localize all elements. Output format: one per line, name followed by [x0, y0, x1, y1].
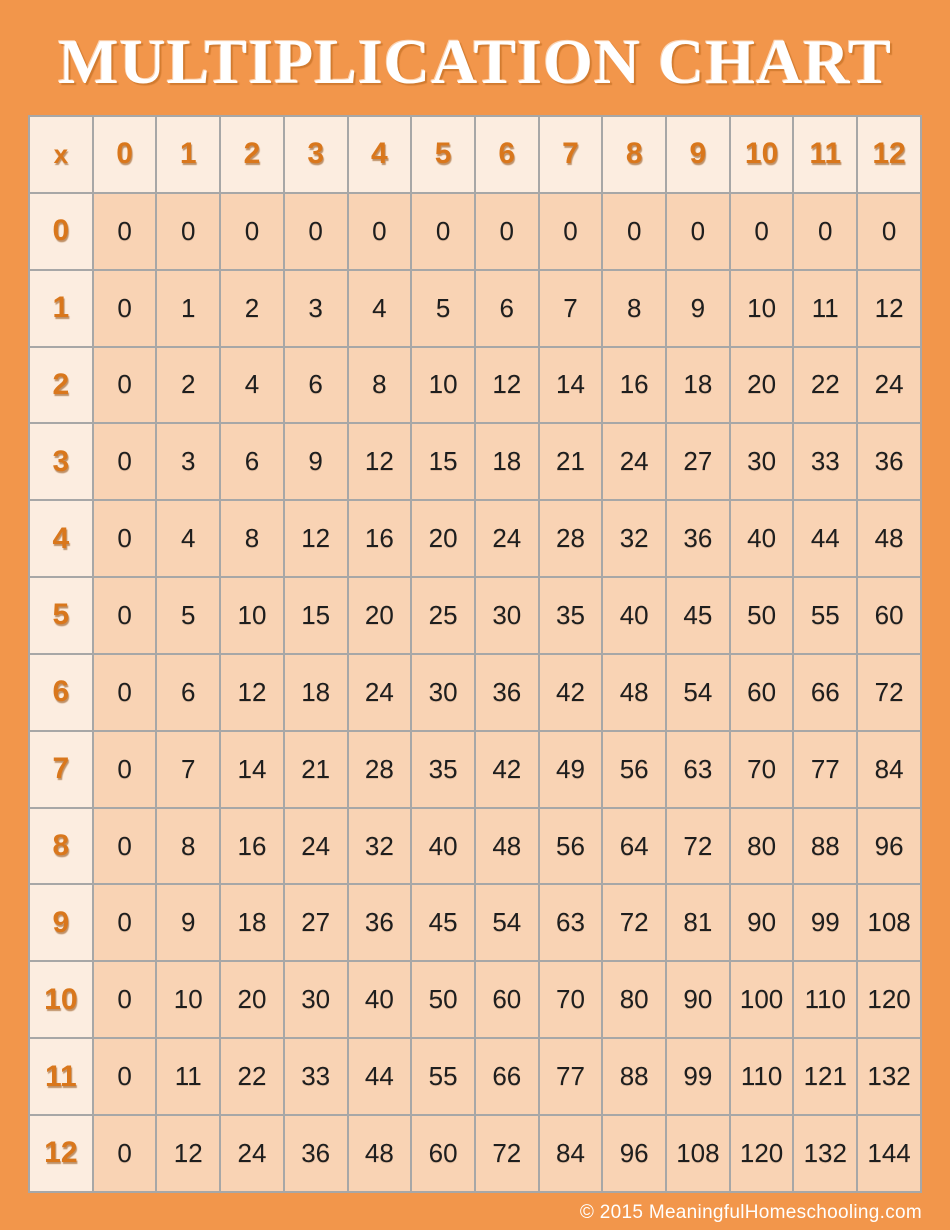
- table-row: [29, 884, 921, 961]
- product-cell: 18: [284, 654, 348, 731]
- column-header-cell: 6: [475, 116, 539, 193]
- column-header-cell: 11: [793, 116, 857, 193]
- product-cell: 50: [411, 961, 475, 1038]
- product-cell: 42: [539, 654, 603, 731]
- product-cell: 6: [475, 270, 539, 347]
- product-cell: 3: [284, 270, 348, 347]
- table-row: [29, 577, 921, 654]
- product-cell: 84: [539, 1115, 603, 1192]
- product-cell: 12: [156, 1115, 220, 1192]
- product-cell: 30: [730, 423, 794, 500]
- row-header-cell: 7: [29, 731, 93, 808]
- product-cell: 64: [602, 808, 666, 885]
- product-cell: 25: [411, 577, 475, 654]
- product-cell: 0: [93, 193, 157, 270]
- product-cell: 100: [730, 961, 794, 1038]
- product-cell: 81: [666, 884, 730, 961]
- product-cell: 88: [793, 808, 857, 885]
- product-cell: 0: [539, 193, 603, 270]
- product-cell: 33: [793, 423, 857, 500]
- row-header-cell: 12: [29, 1115, 93, 1192]
- product-cell: 60: [411, 1115, 475, 1192]
- product-cell: 7: [156, 731, 220, 808]
- copyright-credit: © 2015 MeaningfulHomeschooling.com: [579, 1202, 922, 1223]
- product-cell: 44: [793, 500, 857, 577]
- product-cell: 55: [793, 577, 857, 654]
- product-cell: 84: [857, 731, 921, 808]
- product-cell: 35: [411, 731, 475, 808]
- product-cell: 0: [93, 1038, 157, 1115]
- product-cell: 0: [857, 193, 921, 270]
- product-cell: 60: [857, 577, 921, 654]
- table-row: [29, 270, 921, 347]
- product-cell: 6: [220, 423, 284, 500]
- product-cell: 108: [666, 1115, 730, 1192]
- product-cell: 60: [730, 654, 794, 731]
- product-cell: 27: [284, 884, 348, 961]
- product-cell: 12: [284, 500, 348, 577]
- product-cell: 63: [539, 884, 603, 961]
- row-header-cell: 6: [29, 654, 93, 731]
- product-cell: 90: [730, 884, 794, 961]
- product-cell: 5: [156, 577, 220, 654]
- product-cell: 0: [602, 193, 666, 270]
- product-cell: 15: [411, 423, 475, 500]
- product-cell: 4: [348, 270, 412, 347]
- row-header-cell: 5: [29, 577, 93, 654]
- product-cell: 22: [220, 1038, 284, 1115]
- column-header-cell: 0: [93, 116, 157, 193]
- page-title: MULTIPLICATION CHART: [58, 26, 892, 97]
- product-cell: 132: [793, 1115, 857, 1192]
- product-cell: 70: [539, 961, 603, 1038]
- product-cell: 32: [348, 808, 412, 885]
- product-cell: 99: [666, 1038, 730, 1115]
- product-cell: 56: [539, 808, 603, 885]
- product-cell: 12: [220, 654, 284, 731]
- row-header-cell: 0: [29, 193, 93, 270]
- product-cell: 12: [857, 270, 921, 347]
- product-cell: 14: [539, 347, 603, 424]
- product-cell: 9: [666, 270, 730, 347]
- product-cell: 24: [284, 808, 348, 885]
- row-header-cell: 4: [29, 500, 93, 577]
- product-cell: 0: [284, 193, 348, 270]
- product-cell: 144: [857, 1115, 921, 1192]
- product-cell: 28: [539, 500, 603, 577]
- product-cell: 96: [857, 808, 921, 885]
- product-cell: 77: [793, 731, 857, 808]
- row-header-cell: 3: [29, 423, 93, 500]
- product-cell: 16: [348, 500, 412, 577]
- product-cell: 0: [220, 193, 284, 270]
- product-cell: 80: [602, 961, 666, 1038]
- table-row: [29, 654, 921, 731]
- product-cell: 14: [220, 731, 284, 808]
- product-cell: 99: [793, 884, 857, 961]
- product-cell: 2: [156, 347, 220, 424]
- product-cell: 48: [602, 654, 666, 731]
- product-cell: 7: [539, 270, 603, 347]
- product-cell: 48: [348, 1115, 412, 1192]
- product-cell: 11: [156, 1038, 220, 1115]
- product-cell: 10: [411, 347, 475, 424]
- product-cell: 120: [730, 1115, 794, 1192]
- row-header-cell: 8: [29, 808, 93, 885]
- product-cell: 40: [411, 808, 475, 885]
- product-cell: 8: [602, 270, 666, 347]
- product-cell: 27: [666, 423, 730, 500]
- column-header-cell: 8: [602, 116, 666, 193]
- product-cell: 20: [730, 347, 794, 424]
- table-row: [29, 1038, 921, 1115]
- product-cell: 12: [475, 347, 539, 424]
- product-cell: 20: [220, 961, 284, 1038]
- product-cell: 63: [666, 731, 730, 808]
- product-cell: 0: [93, 270, 157, 347]
- product-cell: 6: [284, 347, 348, 424]
- product-cell: 24: [475, 500, 539, 577]
- product-cell: 121: [793, 1038, 857, 1115]
- product-cell: 0: [93, 423, 157, 500]
- column-header-cell: 9: [666, 116, 730, 193]
- column-header-cell: 5: [411, 116, 475, 193]
- product-cell: 48: [475, 808, 539, 885]
- row-header-cell: 11: [29, 1038, 93, 1115]
- product-cell: 0: [93, 731, 157, 808]
- product-cell: 48: [857, 500, 921, 577]
- row-header-cell: 9: [29, 884, 93, 961]
- product-cell: 0: [730, 193, 794, 270]
- product-cell: 40: [730, 500, 794, 577]
- product-cell: 9: [284, 423, 348, 500]
- product-cell: 3: [156, 423, 220, 500]
- product-cell: 80: [730, 808, 794, 885]
- product-cell: 70: [730, 731, 794, 808]
- column-header-cell: 10: [730, 116, 794, 193]
- column-header-cell: 1: [156, 116, 220, 193]
- row-header-cell: 2: [29, 347, 93, 424]
- product-cell: 0: [93, 1115, 157, 1192]
- product-cell: 0: [475, 193, 539, 270]
- product-cell: 90: [666, 961, 730, 1038]
- product-cell: 56: [602, 731, 666, 808]
- product-cell: 0: [348, 193, 412, 270]
- product-cell: 10: [730, 270, 794, 347]
- product-cell: 22: [793, 347, 857, 424]
- product-cell: 96: [602, 1115, 666, 1192]
- column-header-cell: 2: [220, 116, 284, 193]
- multiplication-table: [28, 115, 922, 1193]
- product-cell: 6: [156, 654, 220, 731]
- product-cell: 0: [156, 193, 220, 270]
- product-cell: 0: [793, 193, 857, 270]
- product-cell: 42: [475, 731, 539, 808]
- product-cell: 1: [156, 270, 220, 347]
- table-row: [29, 347, 921, 424]
- product-cell: 0: [93, 808, 157, 885]
- product-cell: 40: [348, 961, 412, 1038]
- product-cell: 72: [602, 884, 666, 961]
- product-cell: 36: [666, 500, 730, 577]
- product-cell: 60: [475, 961, 539, 1038]
- product-cell: 0: [93, 884, 157, 961]
- column-header-cell: 3: [284, 116, 348, 193]
- table-row: [29, 1115, 921, 1192]
- product-cell: 5: [411, 270, 475, 347]
- product-cell: 4: [156, 500, 220, 577]
- row-header-cell: 10: [29, 961, 93, 1038]
- product-cell: 0: [93, 347, 157, 424]
- product-cell: 55: [411, 1038, 475, 1115]
- product-cell: 33: [284, 1038, 348, 1115]
- product-cell: 24: [220, 1115, 284, 1192]
- product-cell: 8: [156, 808, 220, 885]
- product-cell: 36: [857, 423, 921, 500]
- product-cell: 12: [348, 423, 412, 500]
- product-cell: 21: [539, 423, 603, 500]
- table-row: [29, 423, 921, 500]
- product-cell: 66: [793, 654, 857, 731]
- product-cell: 108: [857, 884, 921, 961]
- product-cell: 36: [284, 1115, 348, 1192]
- product-cell: 0: [666, 193, 730, 270]
- product-cell: 30: [475, 577, 539, 654]
- product-cell: 0: [411, 193, 475, 270]
- product-cell: 0: [93, 961, 157, 1038]
- product-cell: 24: [857, 347, 921, 424]
- product-cell: 88: [602, 1038, 666, 1115]
- product-cell: 30: [284, 961, 348, 1038]
- product-cell: 4: [220, 347, 284, 424]
- product-cell: 72: [857, 654, 921, 731]
- product-cell: 32: [602, 500, 666, 577]
- product-cell: 132: [857, 1038, 921, 1115]
- product-cell: 45: [411, 884, 475, 961]
- table-row: [29, 731, 921, 808]
- product-cell: 11: [793, 270, 857, 347]
- product-cell: 20: [348, 577, 412, 654]
- product-cell: 16: [602, 347, 666, 424]
- product-cell: 16: [220, 808, 284, 885]
- product-cell: 72: [475, 1115, 539, 1192]
- product-cell: 18: [475, 423, 539, 500]
- product-cell: 21: [284, 731, 348, 808]
- product-cell: 72: [666, 808, 730, 885]
- product-cell: 49: [539, 731, 603, 808]
- product-cell: 0: [93, 500, 157, 577]
- product-cell: 18: [220, 884, 284, 961]
- product-cell: 30: [411, 654, 475, 731]
- table-row: [29, 961, 921, 1038]
- product-cell: 77: [539, 1038, 603, 1115]
- column-header-cell: 12: [857, 116, 921, 193]
- product-cell: 20: [411, 500, 475, 577]
- product-cell: 18: [666, 347, 730, 424]
- table-row: [29, 193, 921, 270]
- table-row: [29, 500, 921, 577]
- product-cell: 45: [666, 577, 730, 654]
- table-row: [29, 808, 921, 885]
- product-cell: 10: [220, 577, 284, 654]
- product-cell: 44: [348, 1038, 412, 1115]
- product-cell: 54: [666, 654, 730, 731]
- product-cell: 24: [602, 423, 666, 500]
- product-cell: 8: [220, 500, 284, 577]
- product-cell: 110: [793, 961, 857, 1038]
- product-cell: 35: [539, 577, 603, 654]
- product-cell: 24: [348, 654, 412, 731]
- product-cell: 2: [220, 270, 284, 347]
- product-cell: 8: [348, 347, 412, 424]
- product-cell: 110: [730, 1038, 794, 1115]
- product-cell: 40: [602, 577, 666, 654]
- product-cell: 66: [475, 1038, 539, 1115]
- product-cell: 36: [348, 884, 412, 961]
- product-cell: 54: [475, 884, 539, 961]
- product-cell: 28: [348, 731, 412, 808]
- column-header-cell: 7: [539, 116, 603, 193]
- row-header-cell: 1: [29, 270, 93, 347]
- product-cell: 15: [284, 577, 348, 654]
- column-header-cell: 4: [348, 116, 412, 193]
- product-cell: 0: [93, 577, 157, 654]
- product-cell: 50: [730, 577, 794, 654]
- product-cell: 36: [475, 654, 539, 731]
- product-cell: 9: [156, 884, 220, 961]
- product-cell: 0: [93, 654, 157, 731]
- product-cell: 120: [857, 961, 921, 1038]
- multiplication-table-body: [29, 116, 921, 1192]
- column-header-row: [29, 116, 921, 193]
- product-cell: 10: [156, 961, 220, 1038]
- corner-cell-x: x: [29, 116, 93, 193]
